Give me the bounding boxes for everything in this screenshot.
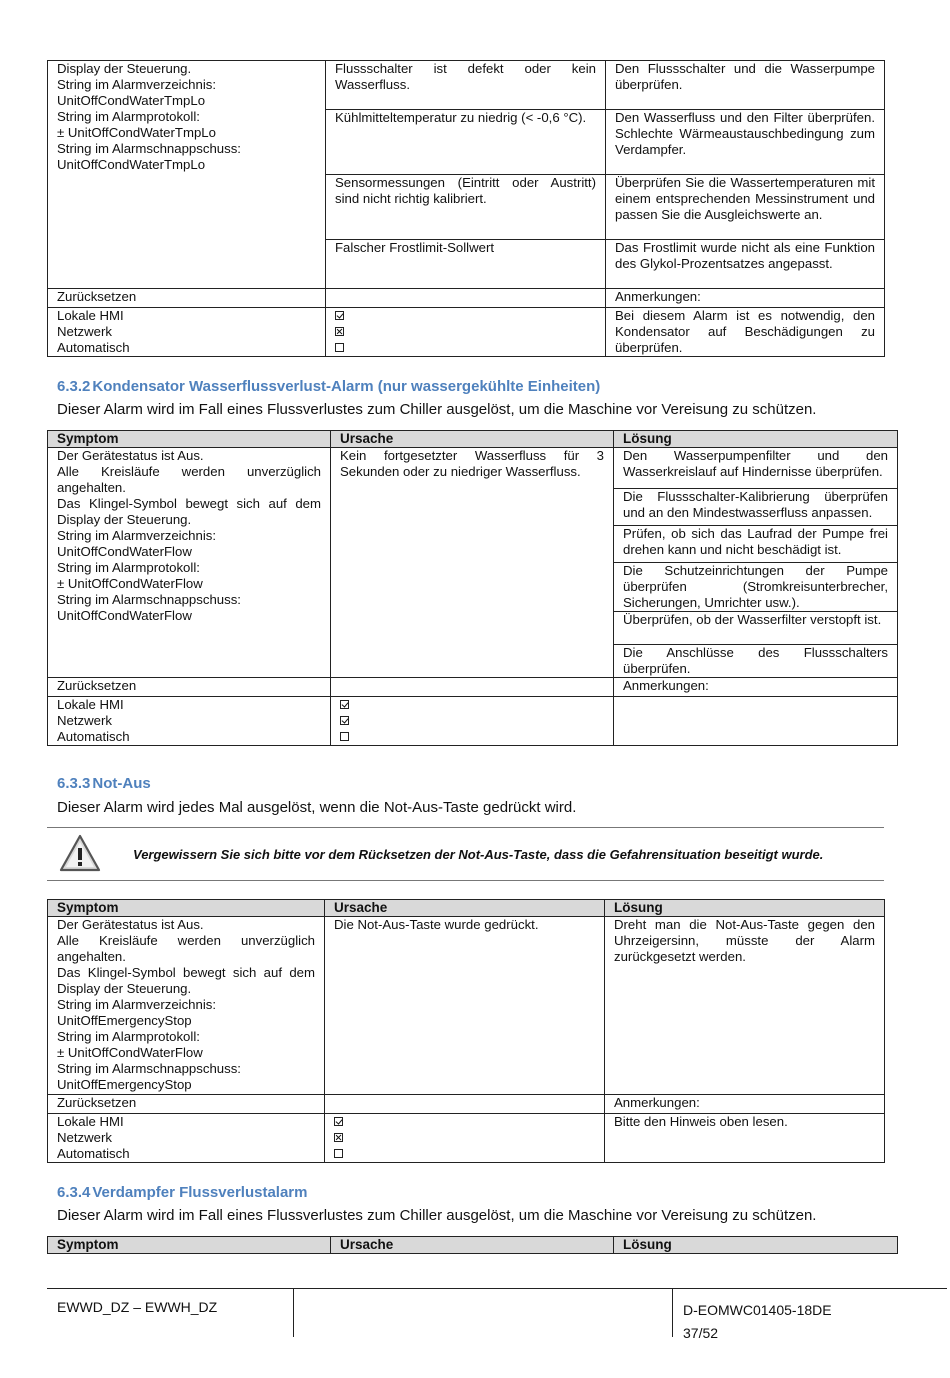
reset-checkboxes [325, 1114, 605, 1163]
page-footer [47, 1288, 947, 1341]
symptom-line: String im Alarmprotokoll: [57, 560, 200, 575]
footer-doc-info [683, 1299, 832, 1345]
header-symptom: Symptom [48, 1237, 331, 1254]
solution-list [614, 448, 898, 678]
symptom-line: UnitOffCondWaterFlow [57, 544, 192, 559]
warning-box [47, 827, 884, 881]
reset-options [48, 697, 331, 746]
solution-cell: Den Wasserfluss und den Filter überprüfen. Schlechte Wärmeaustauschbedingung zum Verdampfer. [606, 110, 885, 175]
solution-cell: Das Frostlimit wurde nicht als eine Funktion des Glykol-Prozentsatzes angepasst. [606, 240, 885, 289]
solution-cell: Dreht man die Not-Aus-Taste gegen den Uhrzeigersinn, müsste der Alarm zurückgesetzt werden. [605, 917, 885, 1095]
section-intro: Dieser Alarm wird im Fall eines Flussverlustes zum Chiller ausgelöst, um die Maschine vor Vereisung zu schützen. [57, 401, 817, 418]
reset-option-local-hmi: Lokale HMI [57, 697, 124, 712]
symptom-line: String im Alarmschnappschuss: [57, 141, 241, 156]
solution-item: Die Anschlüsse des Flussschalters überprüfen. [623, 645, 888, 676]
solution-item: Prüfen, ob sich das Laufrad der Pumpe frei drehen kann und nicht beschädigt ist. [614, 526, 897, 563]
empty-box-icon [335, 343, 344, 352]
symptom-cell [48, 61, 326, 289]
reset-options [48, 1114, 325, 1163]
symptom-line: ± UnitOffCondWaterFlow [57, 576, 203, 591]
notes-text: Bei diesem Alarm ist es notwendig, den Kondensator auf Beschädigungen zu überprüfen. [606, 308, 885, 357]
symptom-line: Der Gerätestatus ist Aus. [57, 917, 204, 932]
footer-page-number: 37/52 [683, 1325, 719, 1341]
section-title: Verdampfer Flussverlustalarm [92, 1184, 308, 1201]
reset-label: Zurücksetzen [48, 678, 331, 697]
symptom-line: String im Alarmverzeichnis: [57, 528, 217, 543]
section-intro: Dieser Alarm wird im Fall eines Flussverlustes zum Chiller ausgelöst, um die Maschine vor Vereisung zu schützen. [57, 1207, 817, 1224]
header-cause: Ursache [331, 1237, 614, 1254]
symptom-line: UnitOffEmergencyStop [57, 1077, 192, 1092]
checked-box-icon [335, 311, 344, 320]
empty-cell [325, 1095, 605, 1114]
section-intro: Dieser Alarm wird jedes Mal ausgelöst, wenn die Not-Aus-Taste gedrückt wird. [57, 799, 577, 816]
header-solution: Lösung [614, 1237, 898, 1254]
checked-box-icon [340, 700, 349, 709]
reset-option-network: Netzwerk [57, 1130, 112, 1145]
section-number: 6.3.3 [57, 775, 91, 792]
footer-doc-id: D-EOMWC01405-18DE [683, 1302, 832, 1318]
notes-text [614, 697, 898, 746]
solution-item: Überprüfen, ob der Wasserfilter verstopft ist. [614, 612, 897, 645]
section-number: 6.3.2 [57, 378, 91, 395]
header-symptom: Symptom [48, 431, 331, 448]
reset-option-automatic: Automatisch [57, 340, 130, 355]
symptom-line: Der Gerätestatus ist Aus. [57, 448, 204, 463]
reset-options [48, 308, 326, 357]
symptom-line: Alle Kreisläufe werden unverzüglich angehalten. [57, 464, 321, 495]
symptom-line: Das Klingel-Symbol bewegt sich auf dem Display der Steuerung. [57, 965, 315, 996]
cause-cell: Kein fortgesetzter Wasserfluss für 3 Sekunden oder zu niedriger Wasserfluss. [331, 448, 614, 678]
symptom-line: ± UnitOffCondWaterFlow [57, 1045, 203, 1060]
symptom-line: String im Alarmprotokoll: [57, 109, 200, 124]
cause-cell: Falscher Frostlimit-Sollwert [326, 240, 606, 289]
reset-option-automatic: Automatisch [57, 1146, 130, 1161]
footer-model: EWWD_DZ – EWWH_DZ [57, 1299, 218, 1315]
symptom-line: ± UnitOffCondWaterTmpLo [57, 125, 216, 140]
header-cause: Ursache [331, 431, 614, 448]
checked-box-icon [334, 1117, 343, 1126]
reset-option-network: Netzwerk [57, 713, 112, 728]
section-title: Kondensator Wasserflussverlust-Alarm (nur wassergekühlte Einheiten) [92, 378, 601, 395]
reset-option-local-hmi: Lokale HMI [57, 308, 124, 323]
cause-cell: Flussschalter ist defekt oder kein Wasserfluss. [326, 61, 606, 110]
symptom-line: Alle Kreisläufe werden unverzüglich angehalten. [57, 933, 315, 964]
symptom-line: UnitOffEmergencyStop [57, 1013, 192, 1028]
symptom-line: String im Alarmverzeichnis: [57, 77, 217, 92]
reset-option-local-hmi: Lokale HMI [57, 1114, 124, 1129]
notes-label: Anmerkungen: [614, 678, 898, 697]
notes-label: Anmerkungen: [606, 289, 885, 308]
alarm-table-emergency-stop [47, 899, 885, 1163]
symptom-line: String im Alarmschnappschuss: [57, 592, 241, 607]
empty-cell [326, 289, 606, 308]
empty-cell [331, 678, 614, 697]
cause-cell: Kühlmitteltemperatur zu niedrig (< -0,6 °C). [326, 110, 606, 175]
reset-option-network: Netzwerk [57, 324, 112, 339]
symptom-line: UnitOffCondWaterTmpLo [57, 157, 206, 172]
symptom-line: UnitOffCondWaterTmpLo [57, 93, 206, 108]
alarm-table-cond-water-temp-low [47, 60, 885, 357]
alarm-table-evap-flow [47, 1236, 898, 1254]
reset-option-automatic: Automatisch [57, 729, 130, 744]
empty-box-icon [334, 1149, 343, 1158]
section-heading-6-3-2 [57, 379, 600, 395]
symptom-line: String im Alarmverzeichnis: [57, 997, 217, 1012]
reset-checkboxes [326, 308, 606, 357]
header-cause: Ursache [325, 900, 605, 917]
section-number: 6.3.4 [57, 1184, 91, 1201]
reset-label: Zurücksetzen [48, 1095, 325, 1114]
section-heading-6-3-3 [57, 776, 151, 792]
symptom-cell [48, 917, 325, 1095]
symptom-cell [48, 448, 331, 678]
notes-label: Anmerkungen: [605, 1095, 885, 1114]
checked-box-icon [340, 716, 349, 725]
section-title: Not-Aus [92, 775, 151, 792]
symptom-line: String im Alarmschnappschuss: [57, 1061, 241, 1076]
header-symptom: Symptom [48, 900, 325, 917]
solution-cell: Den Flussschalter und die Wasserpumpe überprüfen. [606, 61, 885, 110]
solution-item: Die Schutzeinrichtungen der Pumpe überprüfen (Stromkreisunterbrecher, Sicherungen, Umrichter usw.). [614, 563, 897, 612]
cause-cell: Die Not-Aus-Taste wurde gedrückt. [325, 917, 605, 1095]
header-solution: Lösung [605, 900, 885, 917]
crossed-box-icon [335, 327, 344, 336]
symptom-line: Display der Steuerung. [57, 61, 192, 76]
section-heading-6-3-4 [57, 1185, 307, 1201]
cause-cell: Sensormessungen (Eintritt oder Austritt) sind nicht richtig kalibriert. [326, 175, 606, 240]
warning-triangle-icon [58, 833, 102, 873]
symptom-line: String im Alarmprotokoll: [57, 1029, 200, 1044]
symptom-line: Das Klingel-Symbol bewegt sich auf dem Display der Steuerung. [57, 496, 321, 527]
notes-text: Bitte den Hinweis oben lesen. [605, 1114, 885, 1163]
solution-item: Die Flussschalter-Kalibrierung überprüfen und an den Mindestwasserfluss anpassen. [614, 489, 897, 526]
symptom-line: UnitOffCondWaterFlow [57, 608, 192, 623]
solution-item: Den Wasserpumpenfilter und den Wasserkreislauf auf Hindernisse überprüfen. [614, 448, 897, 489]
crossed-box-icon [334, 1133, 343, 1142]
warning-text: Vergewissern Sie sich bitte vor dem Rücksetzen der Not-Aus-Taste, dass die Gefahrensituation beseitigt wurde. [133, 847, 824, 862]
solution-cell: Überprüfen Sie die Wassertemperaturen mit einem entsprechenden Messinstrument und passen Sie die Ausgleichswerte an. [606, 175, 885, 240]
reset-checkboxes [331, 697, 614, 746]
reset-label: Zurücksetzen [48, 289, 326, 308]
header-solution: Lösung [614, 431, 898, 448]
alarm-table-cond-water-flow [47, 430, 898, 746]
empty-box-icon [340, 732, 349, 741]
